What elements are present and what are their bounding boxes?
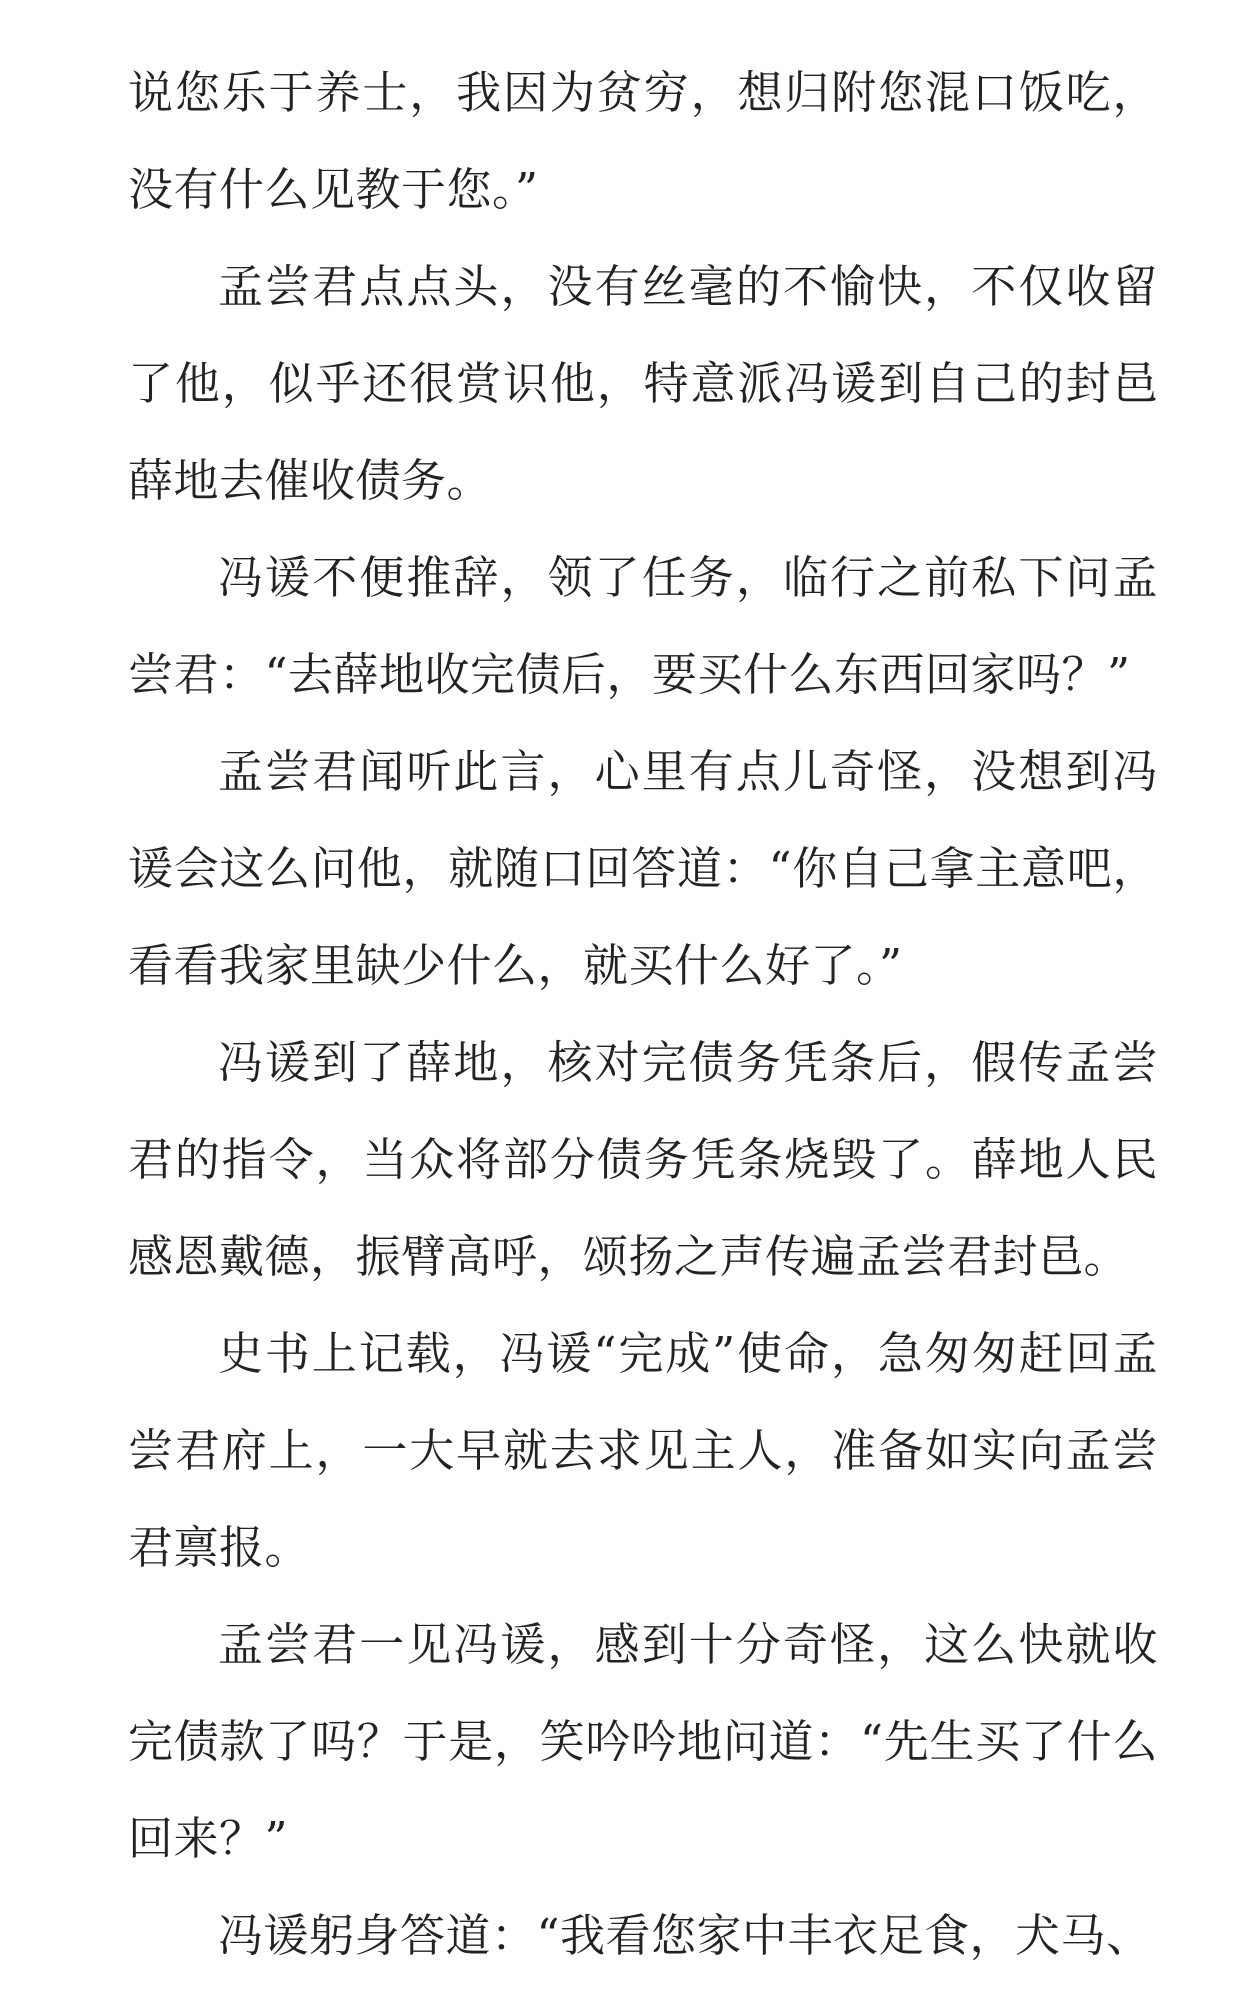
paragraph-8: 冯谖躬身答道：“我看您家中丰衣足食，犬马、 — [218, 1909, 1152, 1962]
paragraph-2: 孟尝君点点头，没有丝毫的不愉快，不仅收留了他，似乎还很赏识他，特意派冯谖到自己的封邑薛地去催收债务。 — [128, 260, 1158, 507]
paragraph-7: 孟尝君一见冯谖，感到十分奇怪，这么快就收完债款了吗？于是，笑吟吟地问道：“先生买了什么回来？” — [128, 1618, 1158, 1865]
paragraph-4: 孟尝君闻听此言，心里有点儿奇怪，没想到冯谖会这么问他，就随口回答道：“你自己拿主意吧，看看我家里缺少什么，就买什么好了。” — [128, 745, 1158, 992]
paragraph-6: 史书上记载，冯谖“完成”使命，急匆匆赶回孟尝君府上，一大早就去求见主人，准备如实向孟尝君禀报。 — [128, 1327, 1158, 1574]
body-text — [128, 44, 1158, 1984]
paragraph-1: 说您乐于养士，我因为贫穷，想归附您混口饭吃，没有什么见教于您。” — [128, 66, 1158, 216]
paragraph-3: 冯谖不便推辞，领了任务，临行之前私下问孟尝君：“去薛地收完债后，要买什么东西回家吗？” — [128, 551, 1158, 701]
paragraph-5: 冯谖到了薛地，核对完债务凭条后，假传孟尝君的指令，当众将部分债务凭条烧毁了。薛地人民感恩戴德，振臂高呼，颂扬之声传遍孟尝君封邑。 — [128, 1036, 1158, 1283]
